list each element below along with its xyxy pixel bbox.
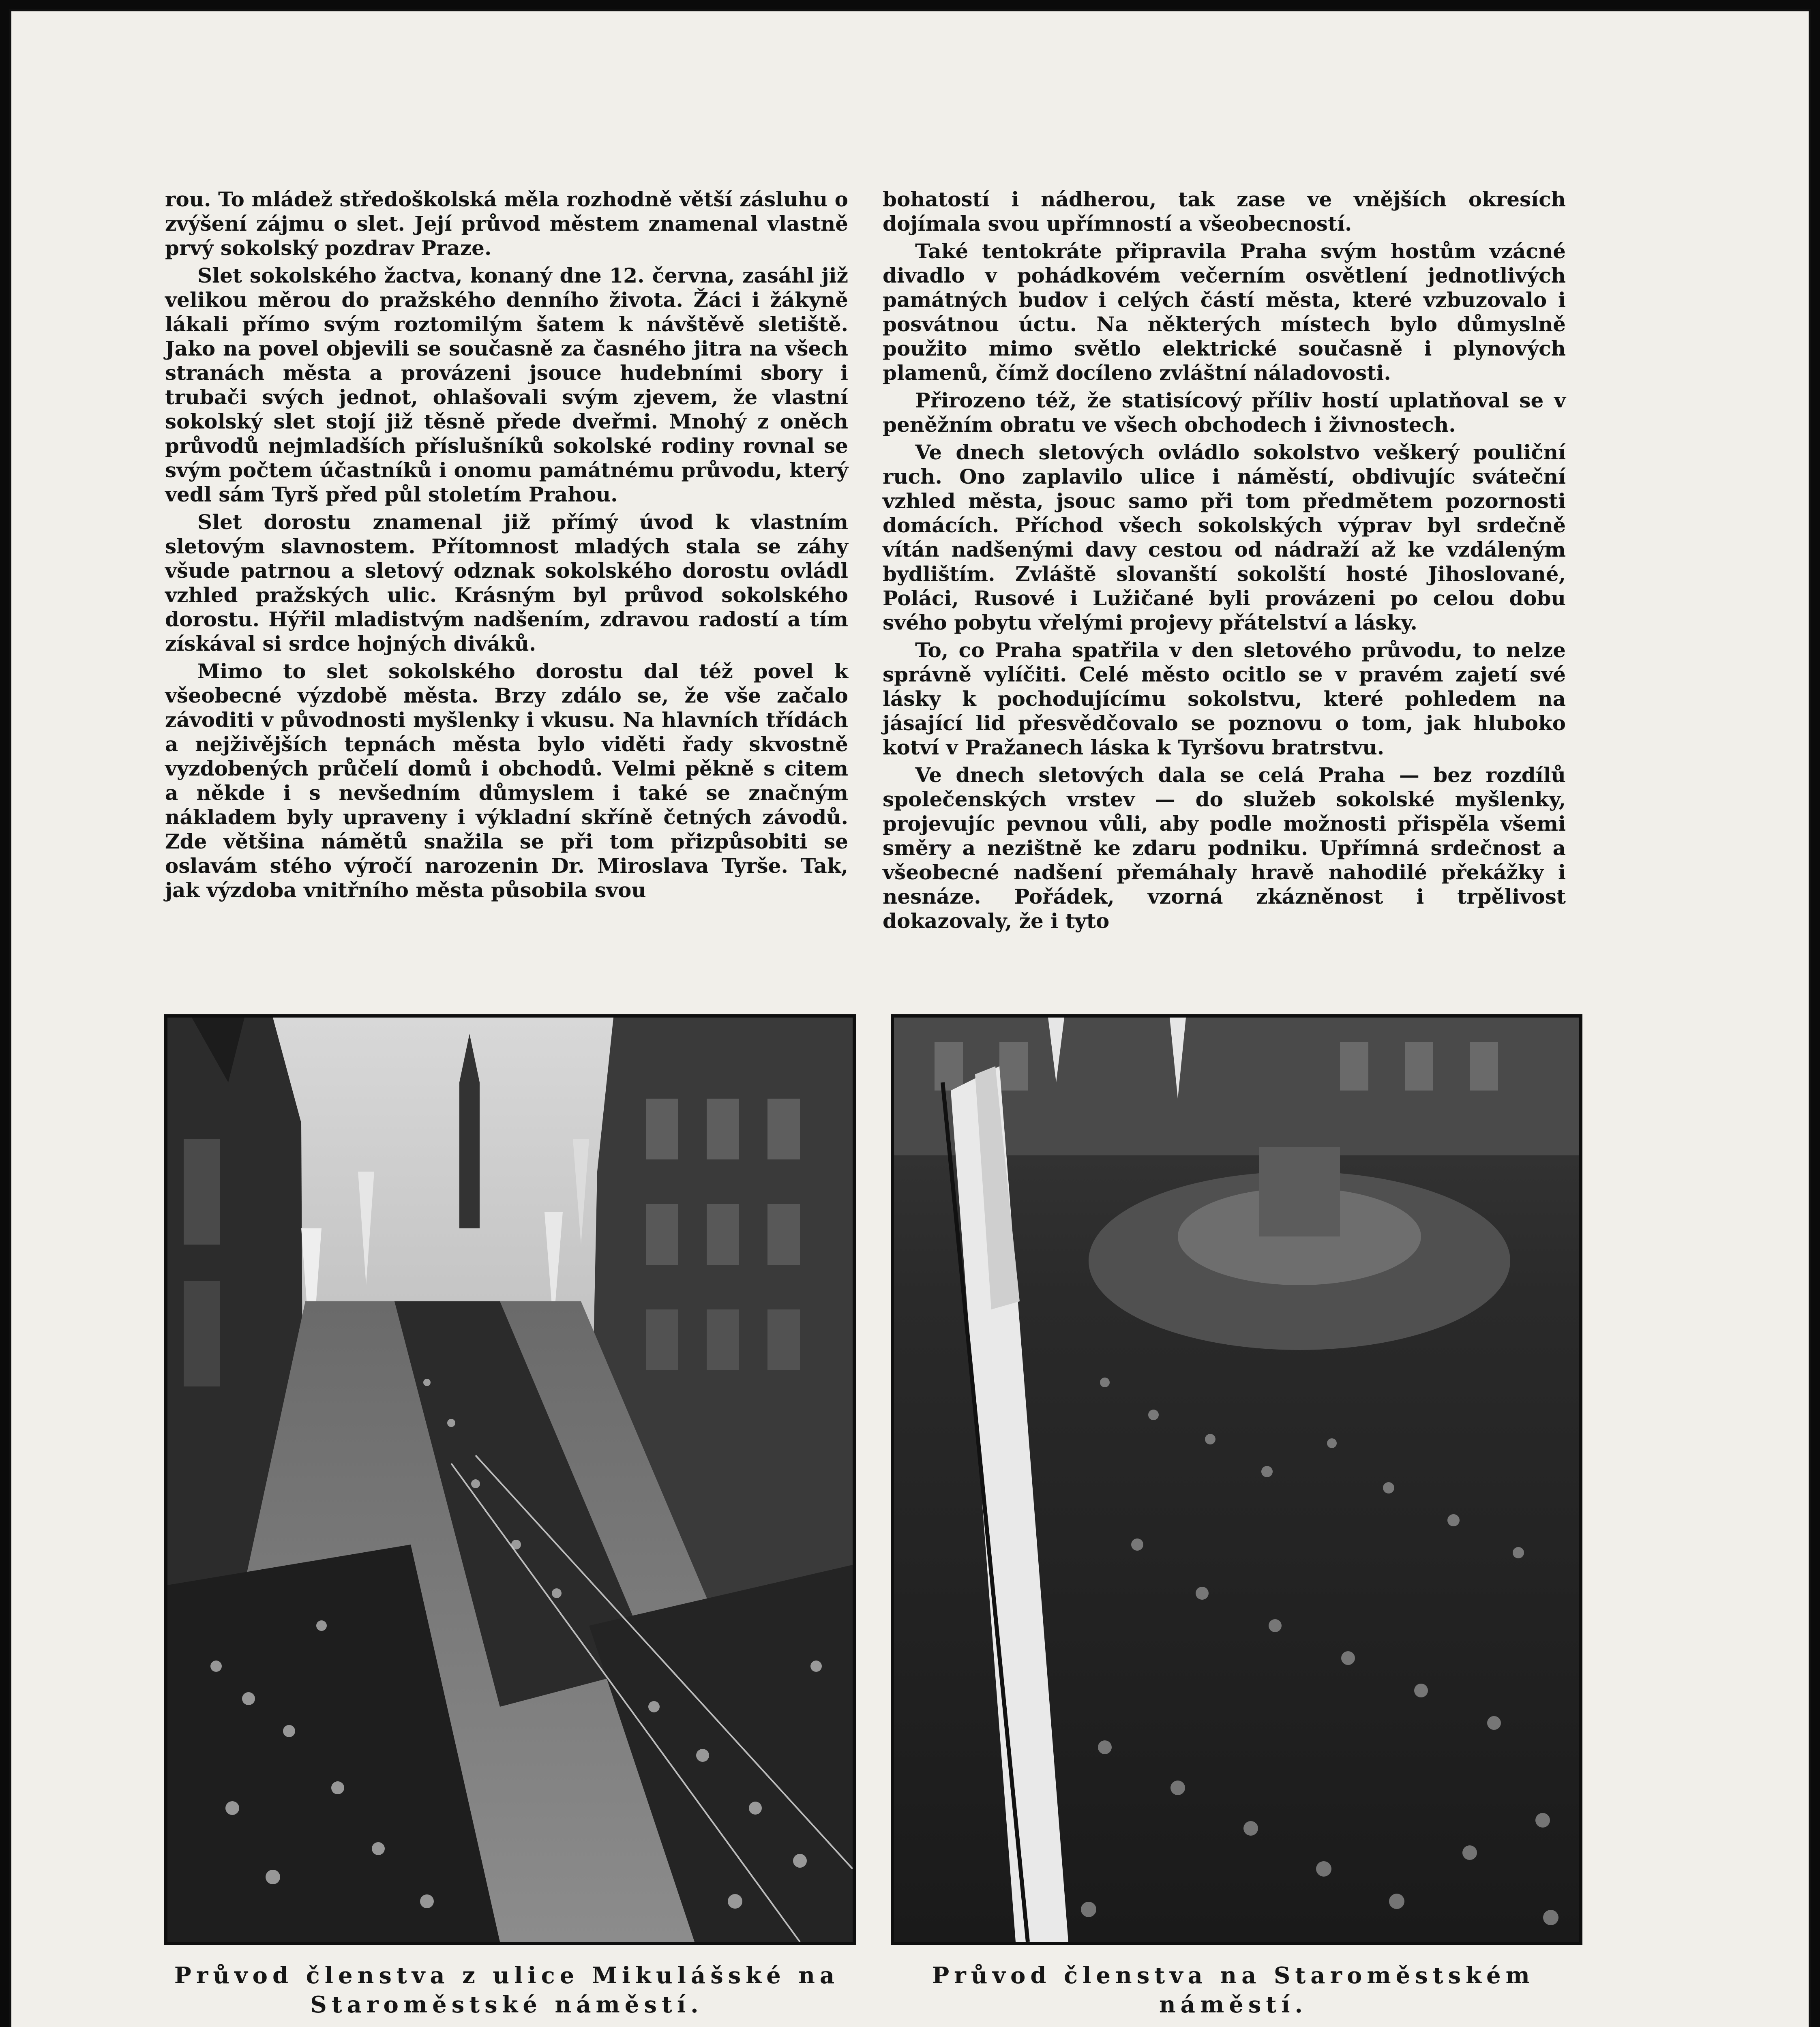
photo-street-illustration [167,1018,853,1942]
paragraph: Také tentokráte připravila Praha svým hostům vzácné divadlo v pohádkovém večerním osvětlení jednotlivých památných budov i celých částí města, které vzbuzovalo i posvátnou úctu. Na některých místech bylo důmyslně použito mimo světlo elektrické současně i plynových plamenů, čímž docíleno zvláštní náladovosti. [883,239,1566,385]
paragraph: Slet sokolského žactva, konaný dne 12. června, zasáhl již velikou měrou do pražského denního života. Žáci i žákyně lákali přímo svým roztomilým šatem k návštěvě sletiště. Jako na povel objevili se současně za časného jitra na všech stranách města a provázeni jsouce hudebními sbory i trubači svých jednot, ohlašovali svým zjevem, že vlastní sokolský slet stojí již těsně přede dveřmi. Mnohý z oněch průvodů nejmladších příslušníků sokolské rodiny rovnal se svým počtem účastníků i onomu památnému průvodu, který vedl sám Tyrš před půl stoletím Prahou. [165,264,848,506]
photo-caption-left: Průvod členstva z ulice Mikulášské na Staroměstské náměstí. [174,1962,840,2018]
photo-caption-right: Průvod členstva na Staroměstském náměstí. [932,1962,1535,2018]
paragraph: bohatostí i nádherou, tak zase ve vnějších okresích dojímala svou upřímností a všeobecností. [883,187,1566,236]
paragraph: Ve dnech sletových ovládlo sokolstvo veškerý pouliční ruch. Ono zaplavilo ulice i náměstí, obdivujíc sváteční vzhled města, jsouc samo při tom předmětem pozornosti domácích. Příchod všech sokolských výprav byl srdečně vítán nadšenými davy cestou od nádraží až ke vzdáleným bydlištím. Zvláště slovanští sokolští hosté Jihoslované, Poláci, Rusové i Lužičané byli provázeni po celou dobu svého pobytu vřelými projevy přátelství a lásky. [883,440,1566,634]
photo-procession-street [164,1014,856,1945]
paragraph: To, co Praha spatřila v den sletového průvodu, to nelze správně vylíčiti. Celé město ocitlo se v pravém zajetí své lásky k pochodujícímu sokolstvu, které pohledem na jásající lid přesvědčovalo se poznovu o tom, jak hluboko kotví v Pražanech láska k Tyršovu bratrstvu. [883,638,1566,759]
magazine-page [9,9,1811,2027]
paragraph: Slet dorostu znamenal již přímý úvod k vlastním sletovým slavnostem. Přítomnost mladých stala se záhy všude patrnou a sletový odznak sokolského dorostu ovládl vzhled pražských ulic. Krásným byl průvod sokolského dorostu. Hýřil mladistvým nadšením, zdravou radostí a tím získával si srdce hojných diváků. [165,510,848,656]
paragraph: Ve dnech sletových dala se celá Praha — bez rozdílů společenských vrstev — do služeb sokolské myšlenky, projevujíc pevnou vůli, aby podle možnosti přispěla všemi směry a nezištně ke zdaru podniku. Upřímná srdečnost a všeobecné nadšení přemáhaly hravě nahodilé překážky i nesnáze. Pořádek, vzorná zkázněnost i trpělivost dokazovaly, že i tyto [883,763,1566,933]
paragraph: Mimo to slet sokolského dorostu dal též povel k všeobecné výzdobě města. Brzy zdálo se, že vše začalo závoditi v původnosti myšlenky i vkusu. Na hlavních třídách a nejživějších tepnách města bylo viděti řady skvostně vyzdobených průčelí domů i obchodů. Velmi pěkně s citem a někde i s nevšedním důmyslem i také se značným nákladem byly upraveny i výkladní skříně četných závodů. Zde většina námětů snažila se při tom přizpůsobiti se oslavám stého výročí narozenin Dr. Miroslava Tyrše. Tak, jak výzdoba vnitřního města působila svou [165,659,848,902]
text-column-left [165,187,848,906]
paragraph: Přirozeno též, že statisícový příliv hostí uplatňoval se v peněžním obratu ve všech obchodech i živnostech. [883,388,1566,437]
photo-square-illustration [894,1018,1579,1942]
photo-procession-square [891,1014,1582,1945]
paragraph: rou. To mládež středoškolská měla rozhodně větší zásluhu o zvýšení zájmu o slet. Její průvod městem znamenal vlastně prvý sokolský pozdrav Praze. [165,187,848,260]
text-column-right [883,187,1566,936]
